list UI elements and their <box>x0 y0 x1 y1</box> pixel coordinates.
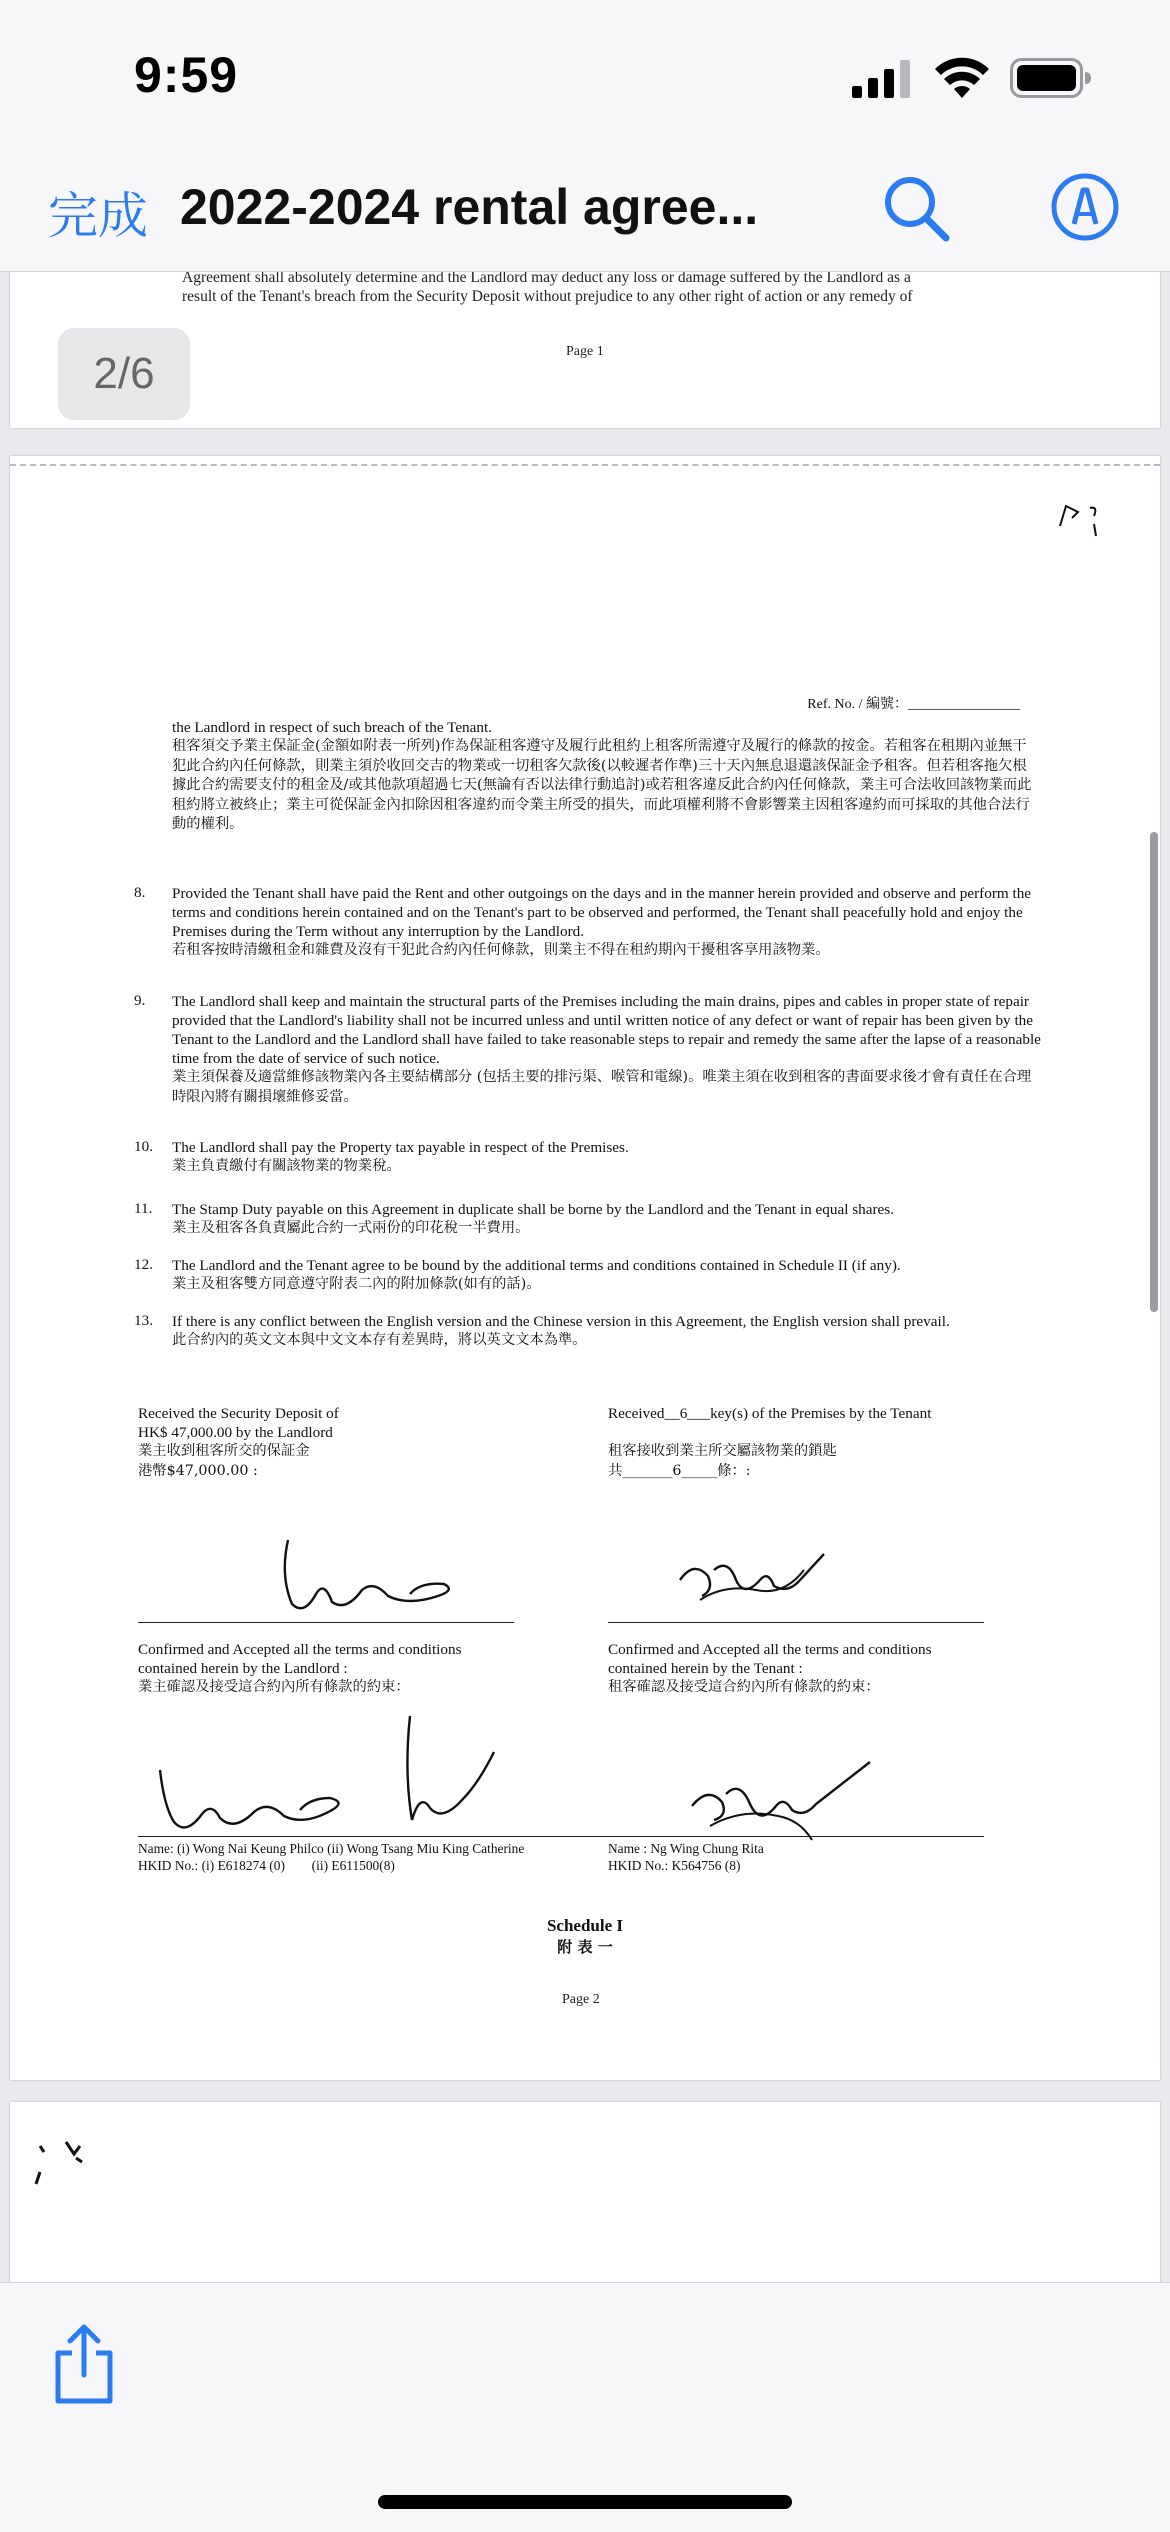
landlord-deposit-signature <box>270 1536 480 1616</box>
deposit-line: HK$ 47,000.00 by the Landlord <box>138 1424 333 1441</box>
clause-11 <box>172 1200 1042 1239</box>
clause-12-cn: 業主及租客雙方同意遵守附表二內的附加條款(如有的話)。 <box>172 1276 541 1292</box>
clause-10-cn: 業主負責繳付有關該物業的物業稅。 <box>172 1158 401 1174</box>
search-icon[interactable] <box>880 172 952 244</box>
page-counter: 2/6 <box>58 328 190 420</box>
tenant-keys-signature <box>664 1540 844 1620</box>
schedule-title: Schedule I <box>546 1916 624 1935</box>
document-viewer[interactable] <box>0 272 1170 2282</box>
signature-line <box>608 1836 984 1837</box>
signature-line <box>608 1622 984 1623</box>
page1-number: Page 1 <box>566 344 604 359</box>
clause-10-en: The Landlord shall pay the Property tax payable in respect of the Premises. <box>172 1139 629 1156</box>
landlord-signature-1 <box>150 1756 370 1836</box>
ref-no: Ref. No. / 編號：________________ <box>807 697 1020 712</box>
deposit-line: 業主收到租客所交的保証金 <box>138 1443 310 1459</box>
status-bar <box>0 0 1170 150</box>
page-3 <box>10 2102 1160 2282</box>
confirm-line: 租客確認及接受這合約內所有條款的約束： <box>608 1679 880 1695</box>
page1-text <box>182 272 1052 306</box>
page-2 <box>10 456 1160 2080</box>
clause-12-en: The Landlord and the Tenant agree to be bound by the additional terms and conditions contained in Schedule II (if any). <box>172 1257 901 1274</box>
deposit-line: Received the Security Deposit of <box>138 1405 339 1422</box>
clause-12-number: 12. <box>134 1256 153 1273</box>
tenant-hkid: HKID No.: K564756 (8) <box>608 1858 741 1873</box>
clause-12 <box>172 1256 1042 1295</box>
scan-edge <box>10 464 1160 466</box>
landlord-signature-2 <box>390 1712 510 1832</box>
tenant-confirmation <box>608 1640 1068 1698</box>
clause-8 <box>172 884 1042 961</box>
wifi-icon <box>934 56 990 100</box>
clause-9 <box>172 992 1042 1107</box>
document-title: 2022-2024 rental agree... <box>180 179 759 235</box>
confirm-line: contained herein by the Landlord : <box>138 1660 348 1677</box>
landlord-identity <box>138 1840 618 1874</box>
share-icon[interactable] <box>50 2323 118 2405</box>
clause-8-cn: 若租客按時清繳租金和雜費及沒有干犯此合約內任何條款，則業主不得在租約期內干擾租客享用該物業。 <box>172 942 830 958</box>
clause-13-cn: 此合約內的英文文本與中文文本存有差異時，將以英文文本為準。 <box>172 1332 587 1348</box>
clause-10-number: 10. <box>134 1138 153 1155</box>
cellular-signal-icon <box>852 60 914 98</box>
markup-pen-icon[interactable] <box>1050 172 1120 242</box>
clause-11-cn: 業主及租客各負責屬此合約一式兩份的印花稅一半費用。 <box>172 1220 530 1236</box>
signature-line <box>138 1622 514 1623</box>
keys-line: Received__6___key(s) of the Premises by the Tenant <box>608 1405 932 1422</box>
deposit-line: 港幣$47,000.00 : <box>138 1462 258 1479</box>
clause-13 <box>172 1312 1042 1351</box>
clause-8-en: Provided the Tenant shall have paid the Rent and other outgoings on the days and in the manner herein provided and observe and perform the terms and conditions herein contained and on the Tenant's part to be observed and performed, the Tenant shall peacefully hold and enjoy the Premises during the Term without any interruption by the Landlord. <box>172 885 1032 940</box>
keys-line: 共_______6_____條：: <box>608 1462 751 1479</box>
intro-en: the Landlord in respect of such breach of the Tenant. <box>172 719 493 736</box>
bottom-toolbar <box>0 2282 1170 2532</box>
done-button[interactable]: 完成 <box>48 187 148 245</box>
page1-line: result of the Tenant's breach from the Security Deposit without prejudice to any other right of action or any remedy of <box>182 288 913 305</box>
clause-9-cn: 業主須保養及適當維修該物業內各主要結構部分 (包括主要的排污渠、喉管和電線)。唯業主須在收到租客的書面要求後才會有責任在合理時限內將有關損壞維修妥當。 <box>172 1069 1032 1105</box>
page2-number: Page 2 <box>562 1992 600 2007</box>
confirm-line: Confirmed and Accepted all the terms and conditions <box>138 1641 462 1658</box>
battery-icon <box>1010 58 1092 98</box>
confirm-line: 業主確認及接受這合約內所有條款的約束： <box>138 1679 410 1695</box>
keys-receipt <box>608 1404 1068 1481</box>
tenant-signature <box>682 1756 882 1846</box>
clause-9-en: The Landlord shall keep and maintain the structural parts of the Premises including the main drains, pipes and cables in proper state of repair provided that the Landlord's liability shall not be incurred unless and until written notice of any defect or want of repair has been given by the Tenant to the Landlord and the Landlord shall have failed to take reasonable steps to repair and remedy the same after the lapse of a reasonable time from the date of service of such notice. <box>172 993 1041 1067</box>
handwritten-mark <box>1054 496 1114 556</box>
clause-11-number: 11. <box>134 1200 153 1217</box>
signature-line <box>138 1836 610 1837</box>
schedule-title-cn: 附 表 一 <box>557 1938 613 1956</box>
landlord-names: Name: (i) Wong Nai Keung Philco (ii) Wong Tsang Miu King Catherine <box>138 1841 525 1856</box>
handwritten-mark <box>30 2132 110 2202</box>
intro-paragraph <box>172 718 1034 835</box>
confirm-line: Confirmed and Accepted all the terms and conditions <box>608 1641 932 1658</box>
keys-line: 租客接收到業主所交屬該物業的鎖匙 <box>608 1443 837 1459</box>
scroll-indicator[interactable] <box>1150 832 1158 1312</box>
landlord-confirmation <box>138 1640 578 1698</box>
tenant-name: Name : Ng Wing Chung Rita <box>608 1841 764 1856</box>
clause-10 <box>172 1138 1042 1177</box>
clause-9-number: 9. <box>134 992 146 1009</box>
tenant-identity <box>608 1840 1008 1874</box>
page1-line: Agreement shall absolutely determine and the Landlord may deduct any loss or damage suffered by the Landlord as a <box>182 272 911 286</box>
nav-bar <box>0 150 1170 272</box>
clause-13-number: 13. <box>134 1312 153 1329</box>
deposit-receipt <box>138 1404 538 1481</box>
home-indicator[interactable] <box>378 2495 792 2509</box>
landlord-hkid: HKID No.: (i) E618274 (0) (ii) E611500(8) <box>138 1858 395 1873</box>
clause-13-en: If there is any conflict between the English version and the Chinese version in this Agreement, the English version shall prevail. <box>172 1313 950 1330</box>
clause-11-en: The Stamp Duty payable on this Agreement in duplicate shall be borne by the Landlord and the Tenant in equal shares. <box>172 1201 894 1218</box>
intro-cn: 租客須交予業主保証金(金額如附表一所列)作為保証租客遵守及履行此租約上租客所需遵守及履行的條款的按金。若租客在租期內並無干犯此合約內任何條款，則業主須於收回交吉的物業或一切租客欠款後(以較遲者作準)三十天內無息退還該保証金予租客。但若租客拖欠根據此合約需要支付的租金及/或其他款項超過七天(無論有否以法律行動追討)或若租客違反此合約內任何條款，業主可合法收回該物業而此租約將立被終止；業主可從保証金內扣除因租客違約而令業主所受的損失，而此項權利將不會影響業主因租客違約而可採取的其他合法行動的權利。 <box>172 738 1032 832</box>
clause-8-number: 8. <box>134 884 146 901</box>
status-time: 9:59 <box>134 47 239 103</box>
confirm-line: contained herein by the Tenant : <box>608 1660 803 1677</box>
